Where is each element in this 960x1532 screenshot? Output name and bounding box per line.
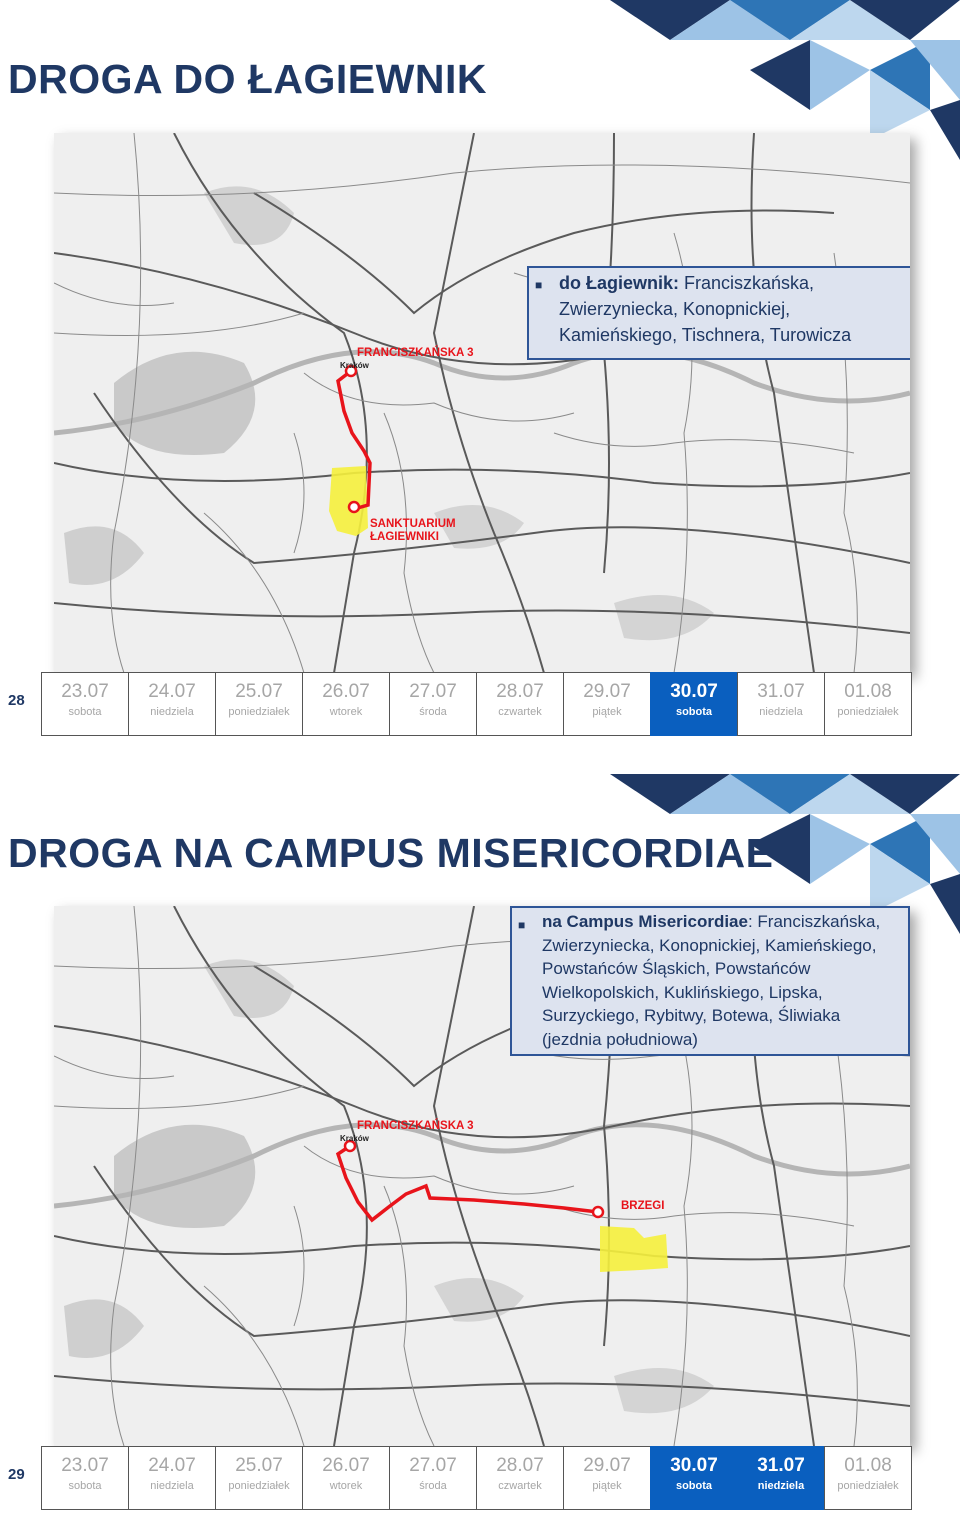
date-cell: [215, 1446, 303, 1510]
weekday-label: sobota: [68, 706, 102, 718]
weekday-label: piątek: [592, 1480, 622, 1492]
date-cell: [302, 672, 390, 736]
date-value: 26.07: [322, 1455, 370, 1476]
slide-28: [0, 0, 960, 758]
map-graphic: [54, 133, 910, 673]
date-value: 23.07: [61, 1455, 109, 1476]
date-bar: [0, 672, 960, 736]
date-cell: [215, 672, 303, 736]
label-brzegi: BRZEGI: [621, 1200, 665, 1212]
weekday-label: poniedziałek: [837, 706, 899, 718]
label-city: Kraków: [340, 1134, 369, 1143]
date-cell: [650, 1446, 738, 1510]
date-value: 31.07: [757, 681, 805, 702]
date-cell: [41, 1446, 129, 1510]
date-cell: [563, 1446, 651, 1510]
route-streets: Franciszkańska, Zwierzyniecka, Konopnickiej, Kamieńskiego, Tischnera, Turowicza: [559, 273, 852, 345]
page-number: 28: [8, 692, 25, 709]
weekday-label: czwartek: [498, 706, 542, 718]
route-map: [54, 906, 910, 1446]
label-franciszkanska: FRANCISZKAŃSKA 3: [357, 347, 474, 359]
date-cell: [41, 672, 129, 736]
date-cell: [563, 672, 651, 736]
weekday-label: niedziela: [757, 1480, 805, 1492]
date-value: 26.07: [322, 681, 370, 702]
weekday-label: niedziela: [150, 1480, 194, 1492]
date-value: 23.07: [61, 681, 109, 702]
weekday-label: wtorek: [329, 1480, 363, 1492]
date-cell: [128, 1446, 216, 1510]
weekday-label: poniedziałek: [837, 1480, 899, 1492]
date-row: [42, 1446, 912, 1510]
weekday-label: piątek: [592, 706, 622, 718]
slide-29: [0, 774, 960, 1532]
date-cell: [824, 672, 912, 736]
date-cell: [389, 1446, 477, 1510]
date-value: 01.08: [844, 1455, 892, 1476]
weekday-label: wtorek: [329, 706, 363, 718]
weekday-label: poniedziałek: [228, 1480, 290, 1492]
date-row: [42, 672, 912, 736]
route-streets: : Franciszkańska, Zwierzyniecka, Konopnickiej, Kamieńskiego, Powstańców Śląskich, Powstańców Wielkopolskich, Kuklińskiego, Lipska, Surzyckiego, Rybitwy, Botewa, Śliwiaka (jezdnia południowa): [542, 912, 881, 1049]
route-map: [54, 133, 910, 673]
date-value: 24.07: [148, 1455, 196, 1476]
weekday-label: czwartek: [498, 1480, 542, 1492]
date-value: 27.07: [409, 681, 457, 702]
date-cell: [476, 672, 564, 736]
date-value: 27.07: [409, 1455, 457, 1476]
date-value: 25.07: [235, 1455, 283, 1476]
label-lagiewniki: ŁAGIEWNIKI: [370, 531, 439, 543]
date-cell: [128, 672, 216, 736]
date-value: 31.07: [757, 1455, 805, 1476]
date-value: 25.07: [235, 681, 283, 702]
bullet-icon: ■: [518, 918, 526, 932]
date-value: 01.08: [844, 681, 892, 702]
page-number: 29: [8, 1466, 25, 1483]
bullet-icon: ■: [535, 278, 543, 292]
date-value: 30.07: [670, 681, 718, 702]
weekday-label: środa: [419, 706, 447, 718]
page-title: DROGA NA CAMPUS MISERICORDIAE: [8, 830, 774, 876]
weekday-label: niedziela: [150, 706, 194, 718]
label-franciszkanska: FRANCISZKAŃSKA 3: [357, 1120, 474, 1132]
date-value: 28.07: [496, 1455, 544, 1476]
date-cell: [650, 672, 738, 736]
date-bar: [0, 1446, 960, 1510]
date-cell: [824, 1446, 912, 1510]
route-lead: na Campus Misericordiae: [542, 912, 748, 931]
date-value: 29.07: [583, 681, 631, 702]
label-city: Kraków: [340, 361, 369, 370]
route-lead: do Łagiewnik:: [559, 273, 680, 293]
weekday-label: poniedziałek: [228, 706, 290, 718]
date-cell: [389, 672, 477, 736]
date-value: 28.07: [496, 681, 544, 702]
date-value: 29.07: [583, 1455, 631, 1476]
weekday-label: sobota: [68, 1480, 102, 1492]
date-value: 24.07: [148, 681, 196, 702]
weekday-label: sobota: [675, 1480, 713, 1492]
weekday-label: sobota: [675, 706, 713, 718]
label-sanktuarium: SANKTUARIUM: [370, 518, 456, 530]
date-cell: [302, 1446, 390, 1510]
route-info-box: [527, 266, 910, 360]
weekday-label: środa: [419, 1480, 447, 1492]
date-cell: [737, 672, 825, 736]
weekday-label: niedziela: [759, 706, 803, 718]
route-info-box: [510, 906, 910, 1056]
date-value: 30.07: [670, 1455, 718, 1476]
date-cell: [737, 1446, 825, 1510]
date-cell: [476, 1446, 564, 1510]
page-title: DROGA DO ŁAGIEWNIK: [8, 56, 487, 102]
